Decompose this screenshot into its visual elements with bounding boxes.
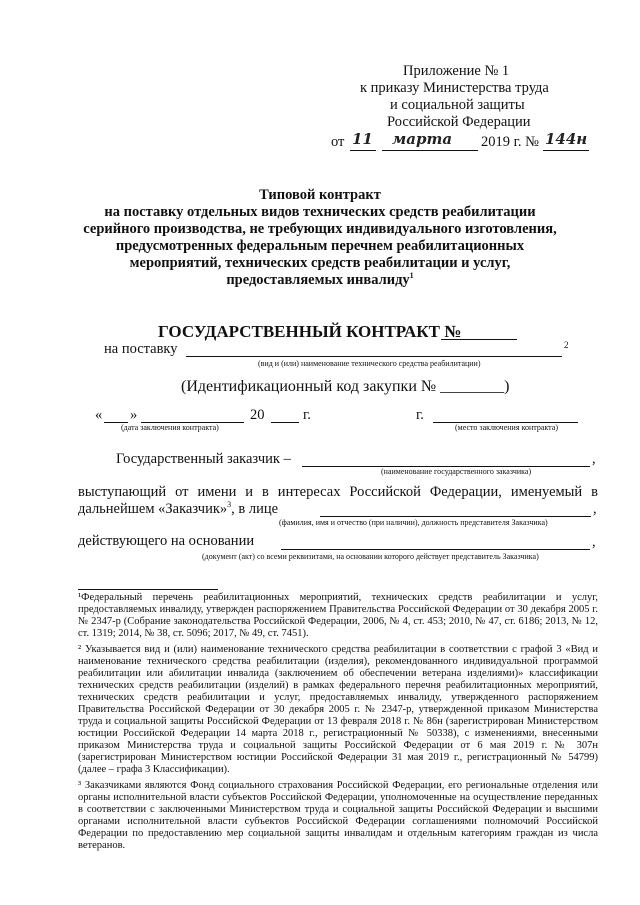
appendix-day: 11 xyxy=(352,130,373,148)
customer-caption: (наименование государственного заказчика) xyxy=(381,467,532,476)
title-line-6 xyxy=(60,272,580,289)
appendix-year: 2019 г. № xyxy=(481,134,540,150)
acting-comma: , xyxy=(593,501,597,517)
appendix-day-underline xyxy=(350,150,376,151)
acting-person-underline xyxy=(320,516,591,517)
basis-comma: , xyxy=(592,534,596,550)
appendix-number-underline xyxy=(543,150,589,151)
title-line-1: Типовой контракт xyxy=(259,187,381,203)
basis-caption: (документ (акт) со всеми реквизитами, на основании которого действует представитель Заказчика) xyxy=(202,552,539,561)
supply-label: на поставку xyxy=(104,341,178,357)
acting-footnote-ref: 3 xyxy=(227,500,232,510)
customer-comma: , xyxy=(592,451,596,467)
appendix-line-2: к приказу Министерства труда xyxy=(360,80,549,96)
purchase-id-code: (Идентификационный код закупки № ________) xyxy=(181,378,510,395)
title-footnote-ref: 1 xyxy=(409,271,414,281)
title-line-6-text: предоставляемых инвалиду xyxy=(226,272,410,288)
appendix-month-underline xyxy=(382,150,478,151)
supply-footnote-ref: 2 xyxy=(564,340,569,350)
date-year-underline xyxy=(271,422,299,423)
appendix-number: 144н xyxy=(545,130,588,148)
person-caption: (фамилия, имя и отчество (при наличии), должность представителя Заказчика) xyxy=(279,518,548,527)
footnote-3: ³ Заказчиками являются Фонд социального страхования Российской Федерации, его региональные отделения или органы исполнительной власти субъектов Российской Федерации, уполномоченные на осуществление переданных в соответствии с заключенными Министерством труда и социальной защиты Российской Федерации и высшими органами исполнительной власти субъектов Российской Федерации соглашениями полномочий Российской Федерации по предоставлению мер социальной защиты инвалидам и отдельным категориям граждан из числа ветеранов. xyxy=(78,780,598,851)
date-year-suffix: г. xyxy=(303,407,311,423)
customer-label: Государственный заказчик – xyxy=(116,451,291,467)
appendix-date-prefix: от xyxy=(331,134,345,150)
date-quote-open: « xyxy=(95,407,103,423)
appendix-line-4: Российской Федерации xyxy=(387,114,531,130)
date-quote-close: » xyxy=(130,407,138,423)
acting-line-2 xyxy=(78,501,278,518)
date-year-prefix: 20 xyxy=(250,407,265,423)
footnote-separator xyxy=(78,589,218,590)
acting-line-1: выступающий от имени и в интересах Российской Федерации, именуемый в xyxy=(78,484,598,500)
contract-heading: ГОСУДАРСТВЕННЫЙ КОНТРАКТ № xyxy=(158,322,462,341)
date-caption: (дата заключения контракта) xyxy=(121,423,219,432)
acting-line-2-text: дальнейшем «Заказчик» xyxy=(78,501,228,517)
appendix-line-1: Приложение № 1 xyxy=(403,63,510,79)
acting-line-2-tail: , в лице xyxy=(231,501,279,517)
supply-underline xyxy=(186,356,562,357)
supply-caption: (вид и (или) наименование технического средства реабилитации) xyxy=(258,359,481,368)
title-line-2: на поставку отдельных видов технических средств реабилитации xyxy=(104,204,536,220)
title-line-4: предусмотренных федеральным перечнем реабилитационных xyxy=(115,238,525,254)
footnote-2: ² Указывается вид и (или) наименование технического средства реабилитации в соответствии с графой 3 «Вид и наименование технического средства реабилитации (изделия), рекомендованного индивидуальной программой реабилитации или абилитации инвалида (заключением об обеспечении ветерана изделиями)» классификации технических средств реабилитации (изделий) в рамках федерального перечня реабилитационных мероприятий, технических средств реабилитации и услуг, предоставляемых инвалиду, утвержденного распоряжением Правительства Российской Федерации от 30 декабря 2005 г. № 2347-р, утвержденной приказом Министерства труда и социальной защиты Российской Федерации от 13 февраля 2018 г. № 86н (зарегистрирован Министерством юстиции Российской Федерации 14 марта 2018 г., регистрационный № 50338), с изменениями, внесенными приказом Министерства труда и социальной защиты Российской Федерации от 6 мая 2019 г. № 307н (зарегистрирован Министерством юстиции Российской Федерации 31 мая 2019 г., регистрационный № 54799) (далее – графа 3 Классификации). xyxy=(78,644,598,775)
contract-number-underline xyxy=(441,339,517,340)
footnote-1: ¹Федеральный перечень реабилитационных мероприятий, технических средств реабилитации и услуг, предоставляемых инвалиду, утвержден распоряжением Правительства Российской Федерации от 30 декабря 2005 г. № 2347-р (Собрание законодательства Российской Федерации, 2006, № 4, ст. 453; 2010, № 47, ст. 6186; 2013, № 12, ст. 1319; 2014, № 38, ст. 5096; 2017, № 49, ст. 7451). xyxy=(78,592,598,639)
place-caption: (место заключения контракта) xyxy=(455,423,558,432)
basis-label: действующего на основании xyxy=(78,533,255,549)
title-line-5: мероприятий, технических средств реабилитации и услуг, xyxy=(129,255,511,271)
title-line-3: серийного производства, не требующих индивидуального изготовления, xyxy=(83,221,557,237)
place-prefix: г. xyxy=(416,407,424,423)
basis-underline xyxy=(281,549,590,550)
appendix-line-3: и социальной защиты xyxy=(390,97,525,113)
appendix-month: марта xyxy=(392,130,453,148)
